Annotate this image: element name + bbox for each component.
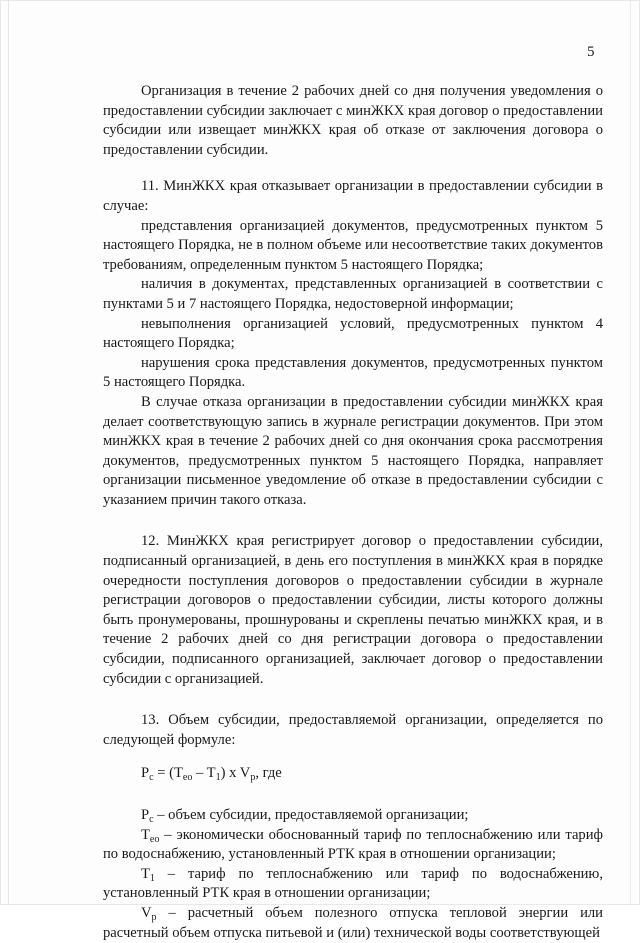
formula-teo-sub: eo	[182, 772, 193, 784]
paragraph-13-formula-intro: 13. Объем субсидии, предоставляемой организации, определяется по следующей формуле:	[103, 712, 603, 748]
refusal-case-conditions: невыполнения организацией условий, предусмотренных пунктом 4 настоящего Порядка;	[103, 315, 603, 352]
definition-t1	[103, 865, 603, 904]
definition-teo	[103, 826, 603, 865]
formula-p-sub: c	[149, 772, 154, 784]
paragraph-11-refusal: 11. МинЖКХ края отказывает организации в предоставлении субсидии в случае:	[103, 178, 603, 214]
definition-symbol: P	[141, 807, 150, 823]
paragraph-refusal-procedure: В случае отказа организации в предоставлении субсидии минЖКХ края делает соответствующую запись в журнале регистрации документов. При этом минЖКХ края в течение 2 рабочих дней со дня окончания срока рассмотрения документов, предусмотренных пунктом 5 настоящего Порядка, направляет организации письменное уведомление об отказе в предоставлении субсидии с указанием причин такого отказа.	[103, 393, 603, 508]
refusal-case-false-info: наличия в документах, представленных организацией в соответствии с пунктами 5 и 7 настоящего Порядка, недостоверной информации;	[103, 276, 603, 312]
scan-edge-left	[8, 0, 9, 905]
document-body	[103, 82, 603, 943]
definition-text: – экономически обоснованный тариф по теплоснабжению или тариф по водоснабжению, установленный РТК края в отношении организации;	[103, 826, 603, 863]
formula-vp-sub: p	[250, 772, 256, 784]
refusal-case-deadline: нарушения срока представления документов, предусмотренных пунктом 5 настоящего Порядка.	[103, 354, 603, 391]
definition-vp	[103, 904, 603, 943]
definition-subscript: eo	[149, 833, 160, 845]
formula-tail: , где	[255, 765, 282, 782]
refusal-case-incomplete-docs: представления организацией документов, предусмотренных пунктом 5 настоящего Порядка, не в полном объеме или несоответствие таких документов требованиям, определенным пунктом 5 настоящего Порядка;	[103, 217, 603, 273]
paragraph-contract-notice: Организация в течение 2 рабочих дней со дня получения уведомления о предоставлении субсидии заключает с минЖКХ края договор о предоставлении субсидии или извещает минЖКХ края об отказе от заключения договора о предоставлении субсидии.	[103, 83, 603, 158]
definition-subscript: p	[151, 911, 157, 923]
formula-minus: – T	[192, 765, 216, 782]
formula-t1-sub: 1	[215, 772, 221, 784]
definition-subscript: c	[149, 814, 154, 825]
formula-eq: = (T	[153, 765, 183, 782]
formula-p: P	[141, 765, 150, 782]
definition-symbol: T	[141, 865, 150, 882]
page-number: 5	[587, 44, 595, 60]
paragraph-12-registration: 12. МинЖКХ края регистрирует договор о предоставлении субсидии, подписанный организацией, в день его поступления в минЖКХ края в порядке очередности поступления договоров о предоставлении субсидии в журнале регистрации договоров о предоставлении субсидии, листы которого должны быть пронумерованы, прошнурованы и скреплены печатью минЖКХ края, и в течение 2 рабочих дней со дня регистрации договора о предоставлении субсидии, подписанного организацией, заключает договор о предоставлении субсидии с организацией.	[103, 533, 603, 687]
scan-edge-right	[630, 0, 631, 905]
definition-text: – тариф по теплоснабжению или тариф по водоснабжению, установленный РТК края в отношении организации;	[103, 865, 603, 902]
definition-text: – объем субсидии, предоставляемой организации;	[153, 807, 469, 823]
definition-text: – расчетный объем полезного отпуска тепловой энергии или расчетный объем отпуска питьевой и (или) технической воды соответствующей	[103, 904, 603, 941]
definition-subscript: 1	[149, 872, 155, 884]
formula-times: ) x V	[220, 765, 251, 782]
definition-pc	[103, 806, 603, 826]
definition-symbol: V	[141, 904, 152, 921]
subsidy-formula	[103, 764, 603, 784]
definition-symbol: T	[141, 826, 150, 843]
